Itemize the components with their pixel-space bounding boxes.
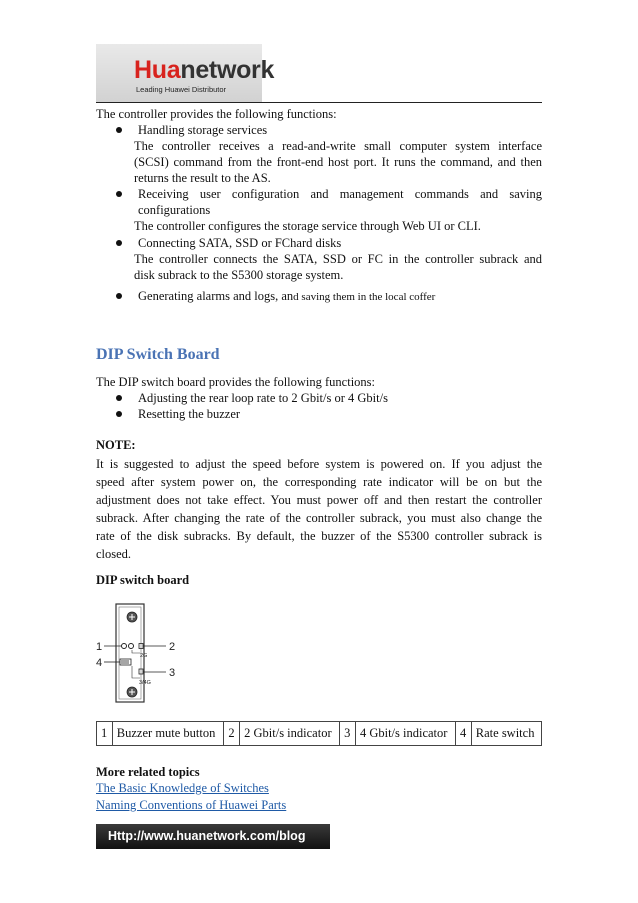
controller-item4-part-b: d saving them in the local coffer <box>293 291 436 303</box>
legend-row <box>97 722 542 746</box>
note-line3: adjustment does not take effect. You must power off and then restart the controller <box>96 493 542 507</box>
bullet-icon <box>116 127 122 133</box>
logo-prefix: Hua <box>134 56 181 84</box>
controller-item2-line1: Receiving user configuration and management commands and saving <box>138 187 542 201</box>
note-line2: speed after system power on, the corresponding rate indicator will be on but the <box>96 475 542 489</box>
related-link-naming[interactable]: Naming Conventions of Huawei Parts <box>96 798 287 812</box>
legend-num: 3 <box>340 722 356 746</box>
footer-url: Http://www.huanetwork.com/blog <box>108 829 306 843</box>
controller-item4 <box>138 288 435 305</box>
screw-icon <box>127 687 137 697</box>
dip-switch-board-figure <box>94 600 190 708</box>
legend-text: 4 Gbit/s indicator <box>355 722 455 746</box>
dip-item1: Adjusting the rear loop rate to 2 Gbit/s or 4 Gbit/s <box>138 391 388 405</box>
logo-tagline: Leading Huawei Distributor <box>136 85 227 94</box>
section-title-dip: DIP Switch Board <box>96 346 220 363</box>
logo-suffix: network <box>180 56 275 84</box>
legend-text: 2 Gbit/s indicator <box>240 722 340 746</box>
bullet-icon <box>116 395 122 401</box>
controller-intro: The controller provides the following functions: <box>96 107 337 121</box>
callout-2: 2 <box>169 641 176 653</box>
legend-num: 1 <box>97 722 113 746</box>
controller-item1-title: Handling storage services <box>138 123 268 137</box>
callout-3: 3 <box>169 667 176 679</box>
note-line5: rate of the disk subracks. By default, the buzzer of the S5300 controller subrack is <box>96 529 542 543</box>
legend-num: 2 <box>224 722 240 746</box>
dip-item2: Resetting the buzzer <box>138 407 241 421</box>
controller-item2-line2: configurations <box>138 203 211 217</box>
logo-wordmark <box>134 56 274 85</box>
related-link-switches[interactable]: The Basic Knowledge of Switches <box>96 781 269 795</box>
bullet-icon <box>116 411 122 417</box>
dip-intro: The DIP switch board provides the following functions: <box>96 375 376 389</box>
related-heading: More related topics <box>96 765 200 779</box>
controller-item1-line1: The controller receives a read-and-write small computer system interface <box>134 139 542 153</box>
legend-text: Buzzer mute button <box>112 722 224 746</box>
huanetwork-logo <box>96 44 275 102</box>
note-line6: closed. <box>96 547 132 561</box>
controller-item3-title: Connecting SATA, SSD or FChard disks <box>138 236 342 250</box>
callout-1: 1 <box>96 641 103 653</box>
legend-num: 4 <box>455 722 471 746</box>
controller-item2-line3: The controller configures the storage service through Web UI or CLI. <box>134 219 481 233</box>
bullet-icon <box>116 191 122 197</box>
figure-caption: DIP switch board <box>96 573 190 587</box>
controller-item1-line3: returns the result to the AS. <box>134 171 271 185</box>
header-divider <box>96 102 542 103</box>
note-label: NOTE: <box>96 438 136 452</box>
screw-icon <box>127 612 137 622</box>
legend-table <box>96 721 542 746</box>
controller-item3-line2: disk subrack to the S5300 storage system. <box>134 268 344 282</box>
callout-4: 4 <box>96 657 103 669</box>
bullet-icon <box>116 240 122 246</box>
bullet-icon <box>116 293 122 299</box>
label-2g: 2G <box>140 653 148 659</box>
footer-url-banner[interactable] <box>96 824 330 849</box>
controller-item4-part-a: Generating alarms and logs, an <box>138 289 294 303</box>
note-line1: It is suggested to adjust the speed before system is powered on. If you adjust the <box>96 457 542 471</box>
label-34g: 3/4G <box>139 680 151 686</box>
legend-text: Rate switch <box>471 722 541 746</box>
controller-item1-line2: (SCSI) command from the front-end host port. It runs the command, and then <box>134 155 542 169</box>
note-line4: subrack. After changing the rate of the controller subrack, you must also change the <box>96 511 542 525</box>
controller-item3-line1: The controller connects the SATA, SSD or FC in the controller subrack and <box>134 252 542 266</box>
